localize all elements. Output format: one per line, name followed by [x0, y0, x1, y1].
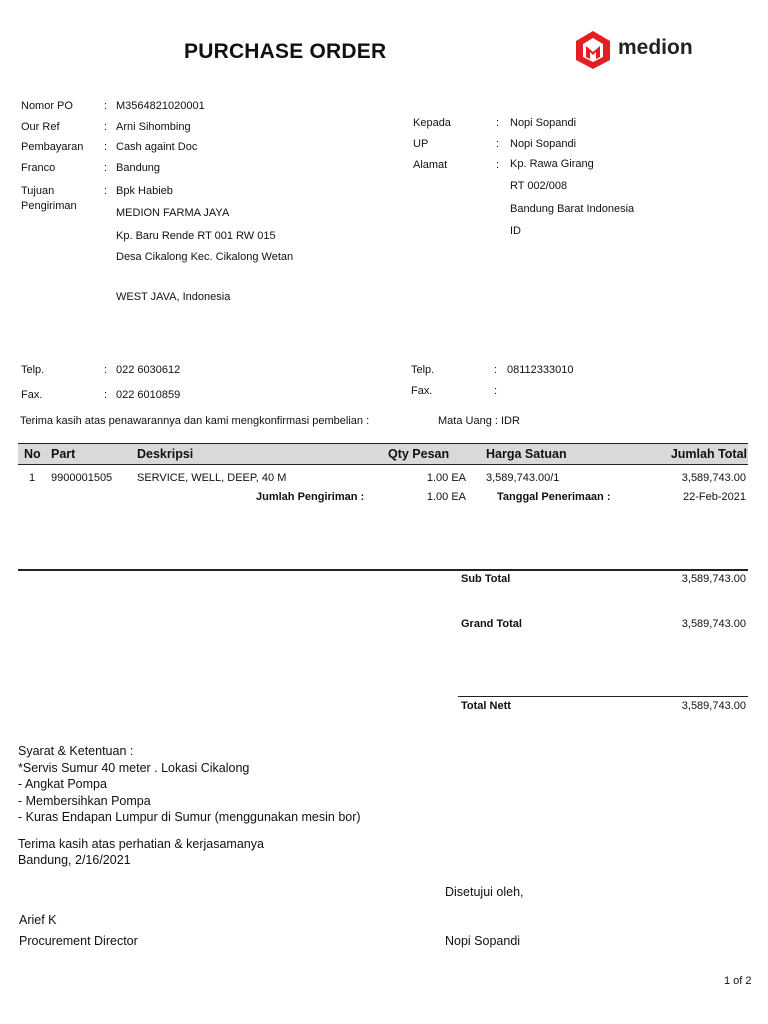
fax-right-label: Fax. — [411, 385, 433, 397]
intro-text: Terima kasih atas penawarannya dan kami mengkonfirmasi pembelian : — [20, 415, 370, 427]
kepada-label: Kepada — [413, 117, 451, 129]
alamat-line-1: Kp. Rawa Girang — [510, 158, 594, 170]
colon: : — [494, 364, 498, 376]
tujuan-line-4: Desa Cikalong Kec. Cikalong Wetan — [116, 251, 294, 263]
up-label: UP — [413, 138, 429, 150]
signer-role: Procurement Director — [19, 934, 138, 948]
our-ref-label: Our Ref — [21, 121, 60, 133]
sub-total-label: Sub Total — [461, 573, 511, 585]
tujuan-line-3: Kp. Baru Rende RT 001 RW 015 — [116, 230, 276, 242]
receipt-date: 22-Feb-2021 — [683, 491, 746, 503]
col-desc: Deskripsi — [137, 447, 194, 461]
closing-thanks: Terima kasih atas perhatian & kerjasamanya — [18, 837, 264, 851]
col-price: Harga Satuan — [486, 447, 567, 461]
terms-line-3: - Membersihkan Pompa — [18, 794, 151, 808]
total-nett-label: Total Nett — [461, 700, 511, 712]
telp-left-value: 022 6030612 — [116, 364, 181, 376]
row-price: 3,589,743.00/1 — [486, 472, 560, 484]
table-header-bar — [18, 443, 748, 465]
col-part: Part — [51, 447, 76, 461]
row-desc: SERVICE, WELL, DEEP, 40 M — [137, 472, 287, 484]
pembayaran-value: Cash againt Doc — [116, 141, 198, 153]
colon: : — [104, 100, 108, 112]
signer-name: Arief K — [19, 913, 57, 927]
colon: : — [104, 141, 108, 153]
alamat-line-2: RT 002/008 — [510, 180, 568, 192]
delivery-label: Jumlah Pengiriman : — [256, 491, 365, 503]
colon: : — [104, 162, 108, 174]
alamat-line-4: ID — [510, 225, 521, 237]
nomor-po-value: M3564821020001 — [116, 100, 205, 112]
grand-total-value: 3,589,743.00 — [681, 618, 746, 630]
delivery-qty: 1.00 EA — [426, 491, 466, 503]
terms-line-1: *Servis Sumur 40 meter . Lokasi Cikalong — [18, 761, 250, 775]
tujuan-label: Tujuan — [21, 185, 55, 197]
fax-left-label: Fax. — [21, 389, 43, 401]
terms-line-2: - Angkat Pompa — [18, 777, 107, 791]
row-part: 9900001505 — [51, 472, 113, 484]
colon: : — [496, 159, 500, 171]
terms-line-4: - Kuras Endapan Lumpur di Sumur (menggunakan mesin bor) — [18, 810, 361, 824]
colon: : — [104, 185, 108, 197]
approval-label: Disetujui oleh, — [445, 885, 524, 899]
page-number: 1 of 2 — [724, 975, 752, 987]
brand-name: medion — [618, 36, 693, 59]
up-value: Nopi Sopandi — [510, 138, 577, 150]
page-title: PURCHASE ORDER — [184, 40, 387, 63]
colon: : — [104, 389, 108, 401]
sub-total-value: 3,589,743.00 — [681, 573, 746, 585]
colon: : — [104, 364, 108, 376]
approver-name: Nopi Sopandi — [445, 934, 521, 948]
medion-logo-icon — [573, 30, 613, 70]
col-no: No — [24, 447, 41, 461]
table-bottom-rule — [18, 569, 748, 571]
kepada-value: Nopi Sopandi — [510, 117, 577, 129]
colon: : — [496, 117, 500, 129]
pembayaran-label: Pembayaran — [21, 141, 84, 153]
colon: : — [494, 385, 498, 397]
col-total: Jumlah Total — [670, 447, 747, 461]
terms-heading: Syarat & Ketentuan : — [18, 744, 134, 758]
alamat-line-3: Bandung Barat Indonesia — [510, 203, 635, 215]
telp-right-label: Telp. — [411, 364, 435, 376]
grand-total-label: Grand Total — [461, 618, 522, 630]
telp-left-label: Telp. — [21, 364, 45, 376]
colon: : — [496, 138, 500, 150]
receipt-date-label: Tanggal Penerimaan : — [497, 491, 611, 503]
row-qty: 1.00 EA — [426, 472, 466, 484]
col-qty: Qty Pesan — [388, 447, 450, 461]
alamat-label: Alamat — [413, 159, 448, 171]
row-total: 3,589,743.00 — [681, 472, 746, 484]
colon: : — [104, 121, 108, 133]
telp-right-value: 08112333010 — [507, 364, 574, 376]
tujuan-line-2: MEDION FARMA JAYA — [116, 207, 230, 219]
currency: Mata Uang : IDR — [438, 415, 520, 427]
tujuan-line-1: Bpk Habieb — [116, 185, 173, 197]
row-no: 1 — [29, 472, 36, 484]
tujuan-line-5: WEST JAVA, Indonesia — [116, 291, 231, 303]
nomor-po-label: Nomor PO — [21, 100, 73, 112]
total-nett-rule — [458, 696, 748, 697]
franco-label: Franco — [21, 162, 56, 174]
franco-value: Bandung — [116, 162, 161, 174]
our-ref-value: Arni Sihombing — [116, 121, 191, 133]
total-nett-value: 3,589,743.00 — [681, 700, 746, 712]
fax-left-value: 022 6010859 — [116, 389, 181, 401]
closing-place-date: Bandung, 2/16/2021 — [18, 853, 131, 867]
pengiriman-label: Pengiriman — [21, 200, 77, 212]
